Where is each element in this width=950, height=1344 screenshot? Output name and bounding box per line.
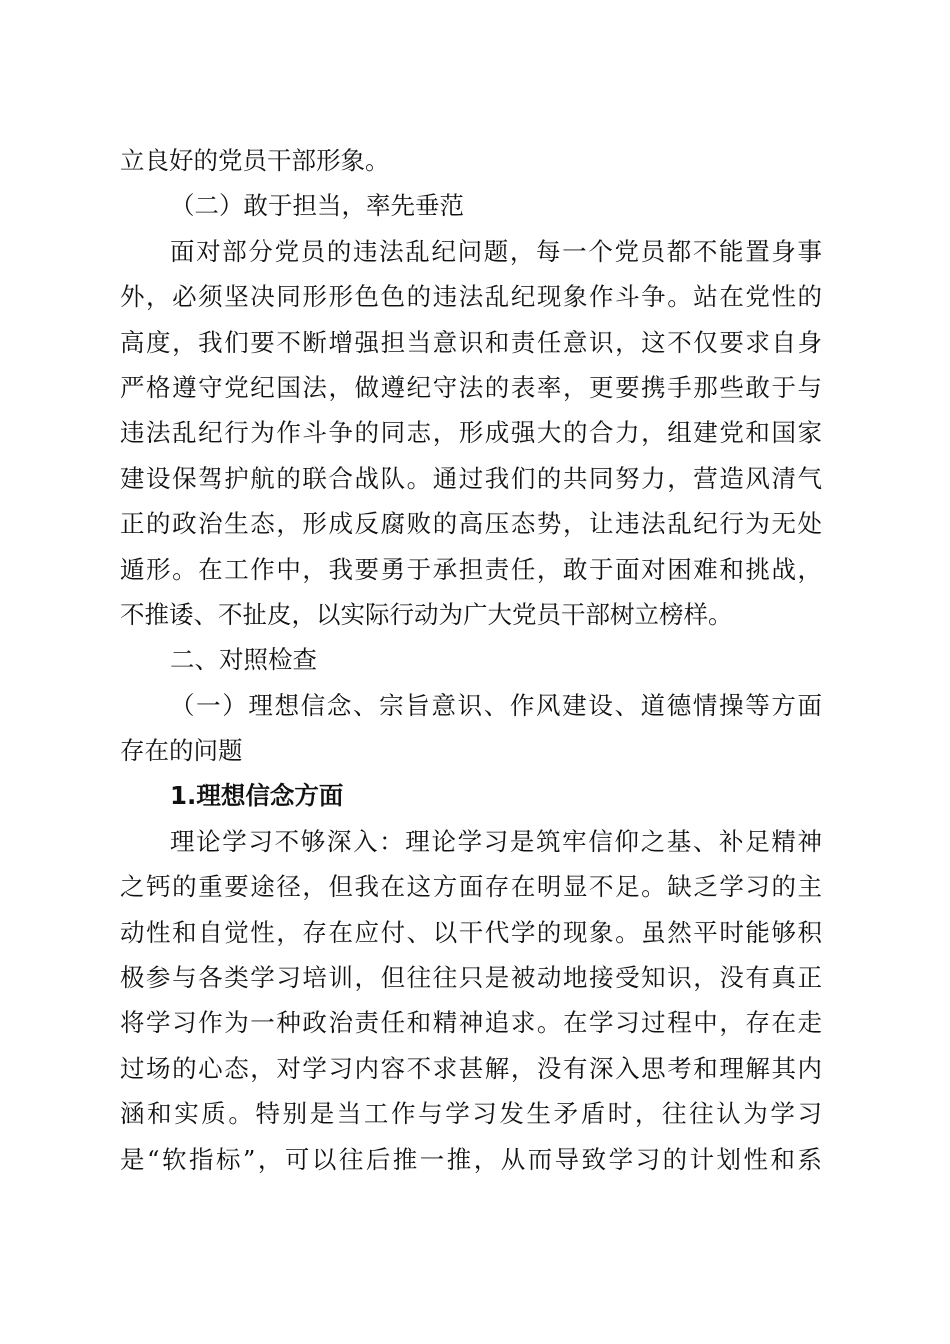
body-line: 之钙的重要途径，但我在这方面存在明显不足。缺乏学习的主 [120,872,822,902]
body-line: 建设保驾护航的联合战队。通过我们的共同努力，营造风清气 [120,463,822,493]
body-line: 外，必须坚决同形形色色的违法乱纪现象作斗争。站在党性的 [120,282,822,312]
subsection-heading-continued: 存在的问题 [120,736,243,766]
body-line: 是“软指标”，可以往后推一推，从而导致学习的计划性和系 [120,1144,822,1174]
subsection-heading: （一）理想信念、宗旨意识、作风建设、道德情操等方面 [170,690,822,720]
body-line: 过场的心态，对学习内容不求甚解，没有深入思考和理解其内 [120,1053,822,1083]
body-line: 高度，我们要不断增强担当意识和责任意识，这不仅要求自身 [120,327,822,357]
document-body [120,138,822,1182]
body-line: 面对部分党员的违法乱纪问题，每一个党员都不能置身事 [170,236,822,266]
body-line: 严格遵守党纪国法，做遵纪守法的表率，更要携手那些敢于与 [120,372,822,402]
body-line: 立良好的党员干部形象。 [120,146,390,175]
body-line: 违法乱纪行为作斗争的同志，形成强大的合力，组建党和国家 [120,418,822,448]
body-line: 不推诿、不扯皮，以实际行动为广大党员干部树立榜样。 [120,599,733,629]
body-line: 动性和自觉性，存在应付、以干代学的现象。虽然平时能够积 [120,917,822,947]
section-heading: 二、对照检查 [170,645,317,675]
body-line: 理论学习不够深入：理论学习是筑牢信仰之基、补足精神 [170,826,822,856]
body-line: 正的政治生态，形成反腐败的高压态势，让违法乱纪行为无处 [120,509,822,539]
numbered-heading: 1.理想信念方面 [170,781,344,811]
body-line: 涵和实质。特别是当工作与学习发生矛盾时，往往认为学习 [120,1099,822,1129]
body-line: 极参与各类学习培训，但往往只是被动地接受知识，没有真正 [120,963,822,993]
body-line: 将学习作为一种政治责任和精神追求。在学习过程中，存在走 [120,1008,822,1038]
body-line: 遁形。在工作中，我要勇于承担责任，敢于面对困难和挑战， [120,554,822,584]
subsection-heading: （二）敢于担当，率先垂范 [170,191,464,221]
